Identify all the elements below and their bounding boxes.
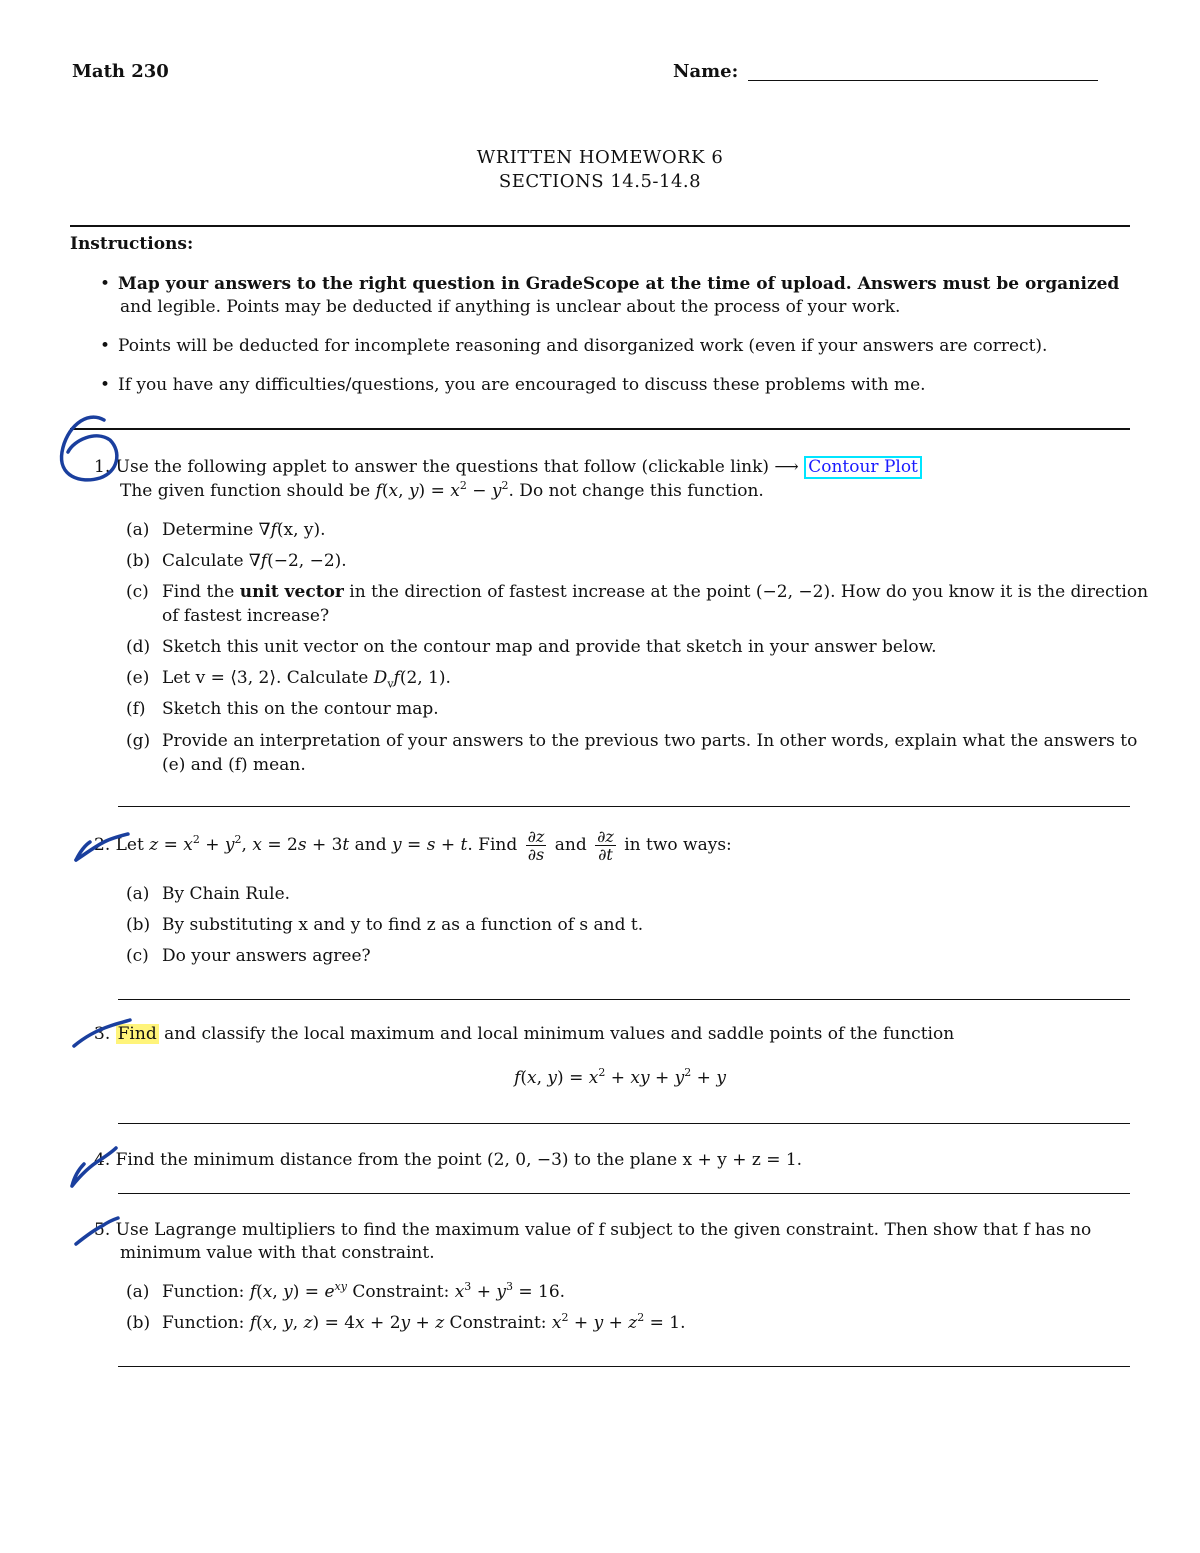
q1-a-f: f [270, 520, 277, 540]
q1-c-bold: unit vector [239, 582, 344, 602]
part-label: (f) [126, 699, 146, 719]
q1-part-c [126, 581, 1148, 603]
instructions-heading: Instructions: [70, 234, 194, 254]
q1-b-post: (−2, −2). [267, 551, 347, 571]
name-label: Name: [673, 61, 739, 82]
question-3-line [94, 1023, 954, 1045]
q5-a-pre: Function: [162, 1282, 250, 1302]
answer-divider-5 [118, 1366, 1130, 1367]
q2-pre: Let [115, 835, 150, 855]
q2-a-text: By Chain Rule. [162, 884, 291, 904]
q1-d-text: Sketch this unit vector on the contour map and provide that sketch in your answer below. [162, 637, 937, 657]
q2-c-text: Do your answers agree? [162, 946, 371, 966]
question-4-number: 4. [94, 1150, 111, 1170]
name-blank-line[interactable] [748, 80, 1098, 81]
question-2-number: 2. [94, 835, 111, 855]
q3-equation: f(x, $y) = x^2$ + xy + $y^2 + y$ [514, 1066, 726, 1088]
title-divider [70, 225, 1130, 227]
checkmark-q2-tail-icon [76, 842, 90, 860]
part-label: (b) [126, 1313, 151, 1333]
part-label: (a) [126, 1282, 150, 1302]
q5-b-pre: Function: [162, 1313, 250, 1333]
q2-find: . Find [467, 835, 523, 855]
part-label: (b) [126, 551, 151, 571]
contour-plot-link[interactable]: Contour Plot [804, 456, 922, 479]
instruction-2-text: Points will be deducted for incomplete reasoning and disorganized work (even if your answers are correct). [118, 336, 1048, 356]
instruction-bullet-3 [100, 374, 926, 396]
instruction-bullet-2 [100, 335, 1047, 357]
q1-part-e: (e) Let v = ⟨3, 2⟩. Calculate $D_vf(2$, 1). [126, 668, 451, 691]
question-5-number: 5. [94, 1220, 111, 1240]
q2-b-text: By substituting x and y to find z as a function of s and t. [162, 915, 644, 935]
answer-divider-3 [118, 1123, 1130, 1124]
q5-a-mid: Constraint: [346, 1282, 455, 1302]
dz-dt-fraction: $\frac{\partial z}{\partial t}$ [597, 827, 614, 864]
q2-part-b [126, 914, 643, 936]
question-2-line: 2. Let $z = x^2 + y^2$, x = 2s + 3t and y = s + t. Find $\frac{\partial z}{\partial s}$ and $\frac{\partial z}{\partial t}$ in two ways: [94, 827, 732, 864]
part-label: (b) [126, 915, 151, 935]
instructions-divider [70, 428, 1130, 430]
q1-c-post: in the direction of fastest increase at the point (−2, −2). How do you know it is the direction [343, 582, 1149, 602]
q5-text: Use Lagrange multipliers to find the maximum value of f subject to the given constraint. Then show that f has no [115, 1220, 1092, 1240]
bullet-icon: • [100, 375, 111, 395]
q1-part-f [126, 698, 439, 720]
part-label: (a) [126, 884, 150, 904]
instruction-3-text: If you have any difficulties/questions, you are encouraged to discuss these problems with me. [118, 375, 926, 395]
part-label: (c) [126, 946, 149, 966]
question-4-line [94, 1149, 802, 1171]
answer-divider-4 [118, 1193, 1130, 1194]
question-1-given-text: The given function should be [120, 481, 376, 501]
sections-subtitle: SECTIONS 14.5-14.8 [498, 171, 702, 192]
q2-post: in two ways: [618, 835, 732, 855]
bullet-icon: • [100, 336, 111, 356]
course-label: Math 230 [72, 61, 169, 82]
q1-b-text: Calculate ∇ [162, 551, 261, 571]
answer-divider-2 [118, 999, 1130, 1000]
bullet-icon: • [100, 274, 111, 294]
q1-part-d [126, 636, 937, 658]
q1-b-f: f [260, 551, 268, 571]
q2-and: and [549, 835, 593, 855]
q1-g-text: Provide an interpretation of your answers to the previous two parts. In other words, explain what the answers to [162, 731, 1138, 751]
part-label: (g) [126, 731, 151, 751]
q1-part-g [126, 730, 1137, 752]
question-1-line-2: The given function should be f(x, $y) = x^2 - y^2$. Do not change this function. [120, 479, 764, 501]
instruction-bullet-1 [100, 273, 1119, 295]
part-label: (d) [126, 637, 151, 657]
q5-part-b: (b) Function: f(x, y, z) = 4x + 2y + z Constraint: $x^2 + y + z^2 = 1$. [126, 1311, 686, 1333]
question-1-line-1 [94, 456, 922, 479]
q1-part-a [126, 519, 326, 541]
question-1-given-post: . Do not change this function. [508, 481, 764, 501]
question-1-text: Use the following applet to answer the questions that follow (clickable link) ⟶ [115, 457, 799, 477]
part-label: (e) [126, 668, 150, 688]
homework-title: WRITTEN HOMEWORK 6 [476, 147, 724, 168]
q1-f-text: Sketch this on the contour map. [162, 699, 439, 719]
q1-c-pre: Find the [162, 582, 240, 602]
question-5-line-2: minimum value with that constraint. [120, 1243, 435, 1263]
question-1-number: 1. [94, 457, 111, 477]
q2-part-a [126, 883, 290, 905]
part-label: (a) [126, 520, 150, 540]
q1-a-post: (x, y). [276, 520, 326, 540]
q1-e-post: (2, 1). [399, 668, 451, 688]
q1-part-g-continuation: (e) and (f) mean. [162, 755, 306, 775]
instruction-1-continuation: and legible. Points may be deducted if anything is unclear about the process of your work. [120, 297, 901, 317]
q1-e-pre: Let v = ⟨3, 2⟩. Calculate [162, 668, 374, 688]
q4-text: Find the minimum distance from the point (2, 0, −3) to the plane x + y + z = 1. [115, 1150, 803, 1170]
q1-a-text: Determine ∇ [162, 520, 271, 540]
q2-part-c [126, 945, 371, 967]
q5-b-mid: Constraint: [444, 1313, 552, 1333]
dz-ds-fraction: $\frac{\partial z}{\partial s}$ [527, 827, 545, 864]
question-3-number: 3. [94, 1024, 111, 1044]
instruction-1-bold: Map your answers to the right question in GradeScope at the time of upload. Answers must be organized [118, 274, 1120, 294]
answer-divider-1 [118, 806, 1130, 807]
q1-part-b [126, 550, 347, 572]
part-label: (c) [126, 582, 149, 602]
highlighted-find: Find [117, 1024, 157, 1044]
question-5-line-1 [94, 1219, 1091, 1241]
q5-part-a: (a) Function: f(x, $y) = e^{xy}$ Constraint: $x^3 + y^3 = 16$. [126, 1280, 566, 1302]
q3-text: and classify the local maximum and local minimum values and saddle points of the function [158, 1024, 955, 1044]
q1-part-c-continuation: of fastest increase? [162, 606, 330, 626]
